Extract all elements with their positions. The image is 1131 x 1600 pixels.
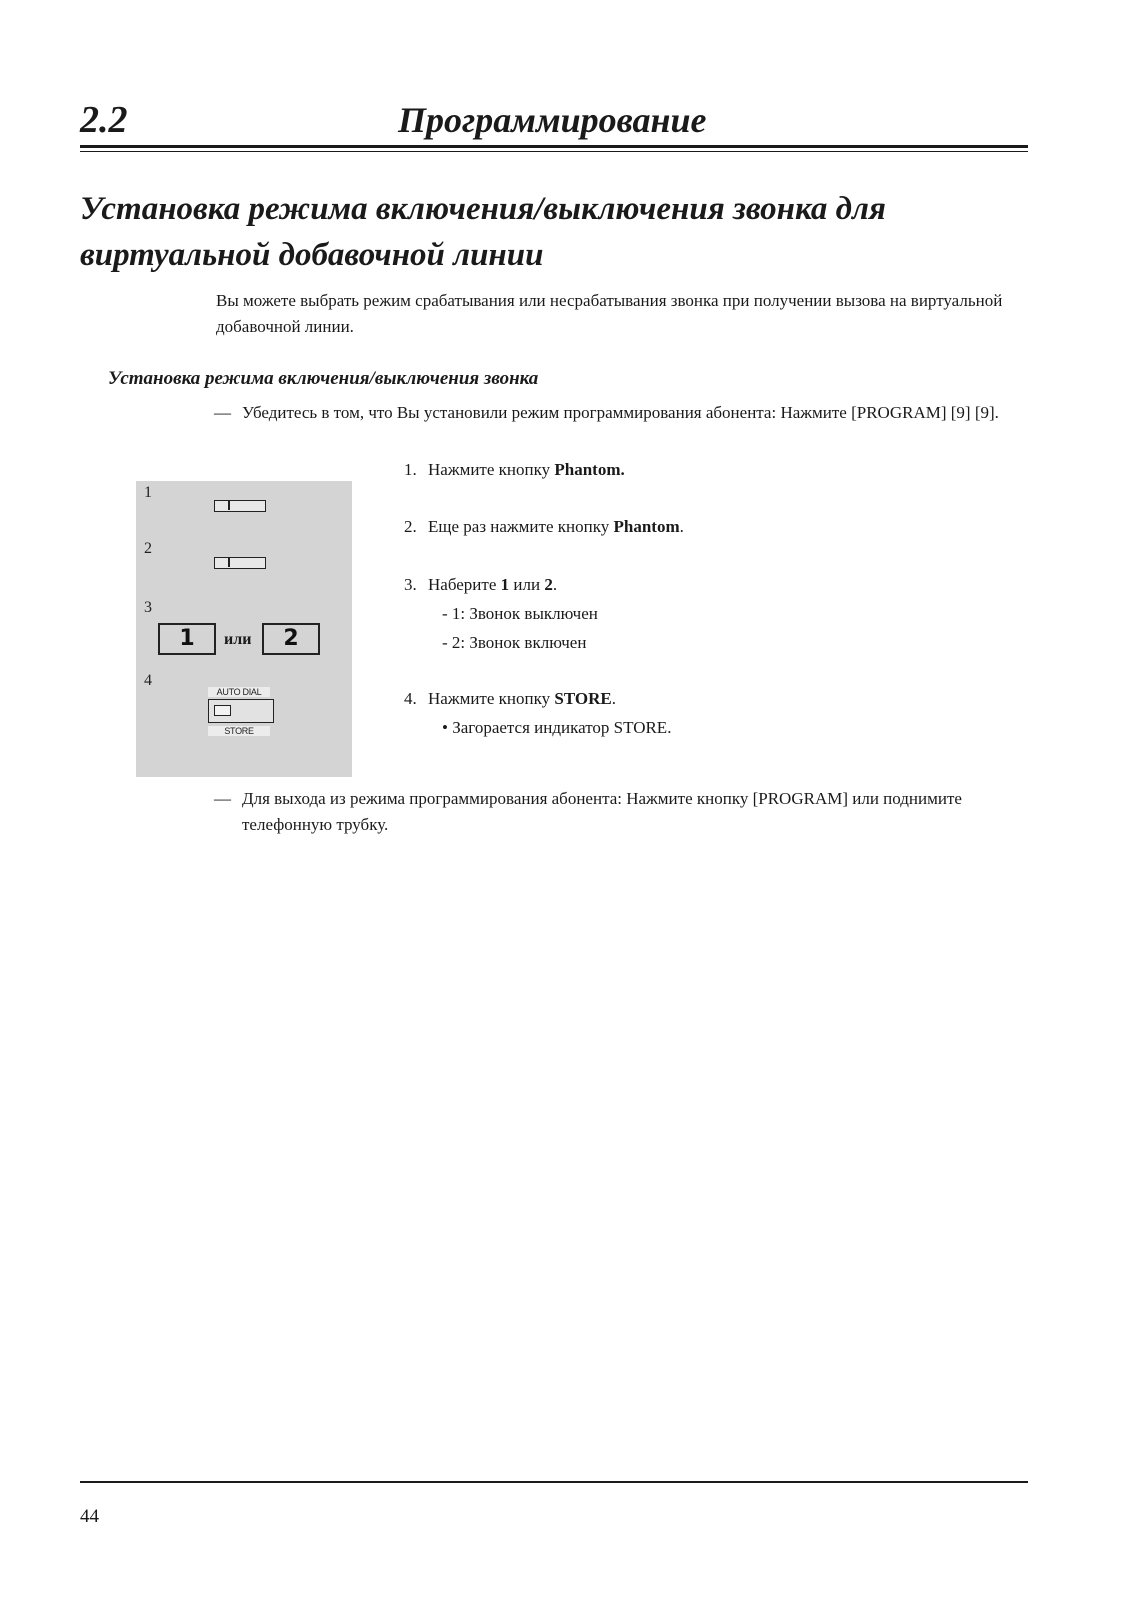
- or-label: или: [224, 631, 252, 648]
- step-4-note: • Загорается индикатор STORE.: [442, 718, 672, 737]
- store-label: STORE: [208, 726, 270, 736]
- page-heading: Установка режима включения/выключения звонка для виртуальной добавочной линии: [80, 191, 886, 273]
- step-digit-one: 1: [500, 575, 510, 594]
- step-digit-two: 2: [544, 575, 553, 594]
- header-rule-thick: [80, 145, 1028, 148]
- step-suffix: .: [679, 517, 684, 536]
- step-text: Еще раз нажмите кнопку: [428, 517, 614, 536]
- diagram-step-number: 2: [144, 540, 152, 557]
- step-key-name: Phantom.: [554, 460, 625, 479]
- step-key-name: Phantom: [613, 517, 680, 536]
- intro-paragraph: Вы можете выбрать режим срабатывания или несрабатывания звонка при получении вызова на виртуальной добавочной линии.: [216, 291, 1003, 336]
- step-4: [404, 686, 1024, 712]
- step-3: [404, 572, 1024, 598]
- step-number: 2.: [404, 517, 417, 536]
- store-key-icon: [208, 699, 274, 723]
- step-text: Наберите: [428, 575, 501, 594]
- autodial-label: AUTO DIAL: [208, 687, 270, 697]
- diagram-step-number: 4: [144, 672, 152, 689]
- step-1: [404, 457, 1024, 483]
- section-number: 2.2: [80, 99, 128, 141]
- section-title: Программирование: [398, 100, 707, 140]
- step-key-name: STORE: [554, 689, 612, 708]
- step-suffix: .: [611, 689, 616, 708]
- phantom-key-icon: [214, 557, 266, 569]
- key-sequence-diagram: [136, 481, 352, 777]
- step-text: Нажмите кнопку: [428, 689, 555, 708]
- prerequisite-note: [214, 400, 1014, 426]
- em-dash: —: [214, 403, 231, 422]
- step-number: 3.: [404, 575, 417, 594]
- diagram-step-number: 1: [144, 484, 152, 501]
- em-dash: —: [214, 789, 231, 808]
- phantom-key-icon: [214, 500, 266, 512]
- prerequisite-text: Убедитесь в том, что Вы установили режим программирования абонента: Нажмите [PROGRAM] [9] [9].: [242, 403, 999, 422]
- key-divider: [228, 558, 230, 567]
- diagram-step-number: 3: [144, 599, 152, 616]
- step-text-or: или: [509, 575, 545, 594]
- digit-one-key: 1: [158, 623, 216, 655]
- digit-two-key: 2: [262, 623, 320, 655]
- step-2: [404, 514, 1024, 540]
- step-number: 4.: [404, 689, 417, 708]
- step-text: Нажмите кнопку: [428, 460, 555, 479]
- store-indicator-icon: [214, 705, 231, 716]
- step-number: 1.: [404, 460, 417, 479]
- procedure-subheading: Установка режима включения/выключения звонка: [108, 368, 539, 389]
- header-rule-thin: [80, 151, 1028, 152]
- step-suffix: .: [552, 575, 558, 594]
- exit-text: Для выхода из режима программирования абонента: Нажмите кнопку [PROGRAM] или поднимите телефонную трубку.: [242, 789, 962, 834]
- step-3-option-2: - 2: Звонок включен: [442, 633, 587, 652]
- step-3-option-1: - 1: Звонок выключен: [442, 604, 598, 623]
- footer-rule: [80, 1481, 1028, 1483]
- exit-note: [214, 786, 1014, 838]
- page-number: 44: [80, 1506, 99, 1527]
- key-divider: [228, 501, 230, 510]
